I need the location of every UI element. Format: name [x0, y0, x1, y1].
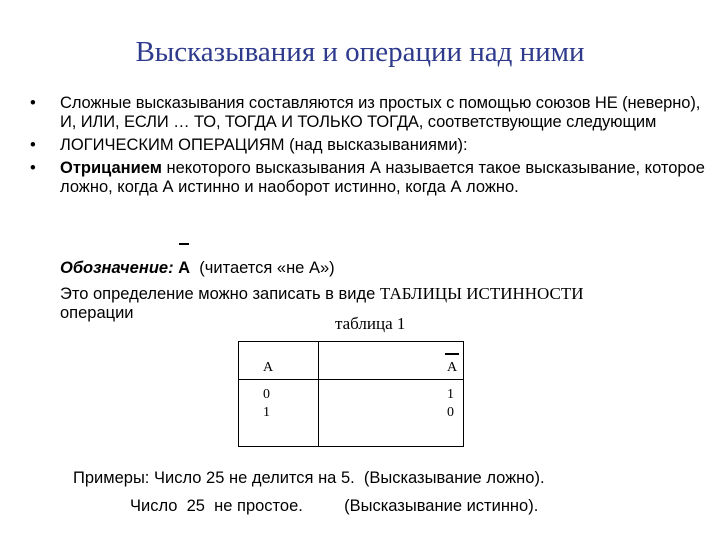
example-line-1: Примеры: Число 25 не делится на 5. (Высказывание ложно).	[73, 469, 545, 487]
definition-tail: операции	[60, 304, 134, 322]
bullet-item	[30, 159, 710, 197]
header-not-a	[319, 342, 464, 380]
notation-line	[60, 259, 335, 278]
bullet-marker: •	[30, 136, 36, 154]
value-cell: 0	[447, 405, 454, 420]
notation-reading: (читается «не А»)	[199, 259, 335, 277]
values-a	[239, 380, 319, 447]
bullet-bold-term: Отрицанием	[60, 159, 162, 177]
definition-text: Это определение можно записать в виде	[60, 285, 380, 303]
example-line-2: Число 25 не простое. (Высказывание истинно).	[130, 497, 539, 515]
definition-caps: ТАБЛИЦЫ ИСТИННОСТИ	[379, 284, 584, 303]
header-not-a-symbol: A	[447, 360, 458, 375]
bullet-marker: •	[30, 159, 36, 177]
slide-title: Высказывания и операции над ними	[135, 36, 585, 68]
bullet-text: Сложные высказывания составляются из простых с помощью союзов НЕ (неверно), И, ИЛИ, ЕСЛИ … ТО, ТОГДА И ТОЛЬКО ТОГДА, соответствующие следующим	[60, 94, 701, 131]
value-cell: 1	[447, 387, 454, 402]
bullet-marker: •	[30, 94, 36, 112]
bullet-item	[30, 136, 710, 155]
value-cell: 0	[263, 387, 270, 402]
bullet-list	[30, 94, 710, 201]
notation-label: Обозначение:	[60, 259, 174, 277]
table-caption: таблица 1	[335, 314, 406, 333]
values-not-a	[319, 380, 464, 447]
truth-table	[238, 341, 464, 447]
value-cell: 1	[263, 405, 270, 420]
bullet-text: ЛОГИЧЕСКИМ ОПЕРАЦИЯМ (над высказываниями):	[60, 136, 468, 154]
bullet-item	[30, 94, 710, 132]
negation-symbol: A	[178, 259, 191, 277]
header-a: A	[239, 342, 319, 380]
bullet-text: некоторого высказывания А называется такое высказывание, которое ложно, когда А истинно и наоборот истинно, когда А ложно.	[60, 159, 705, 196]
